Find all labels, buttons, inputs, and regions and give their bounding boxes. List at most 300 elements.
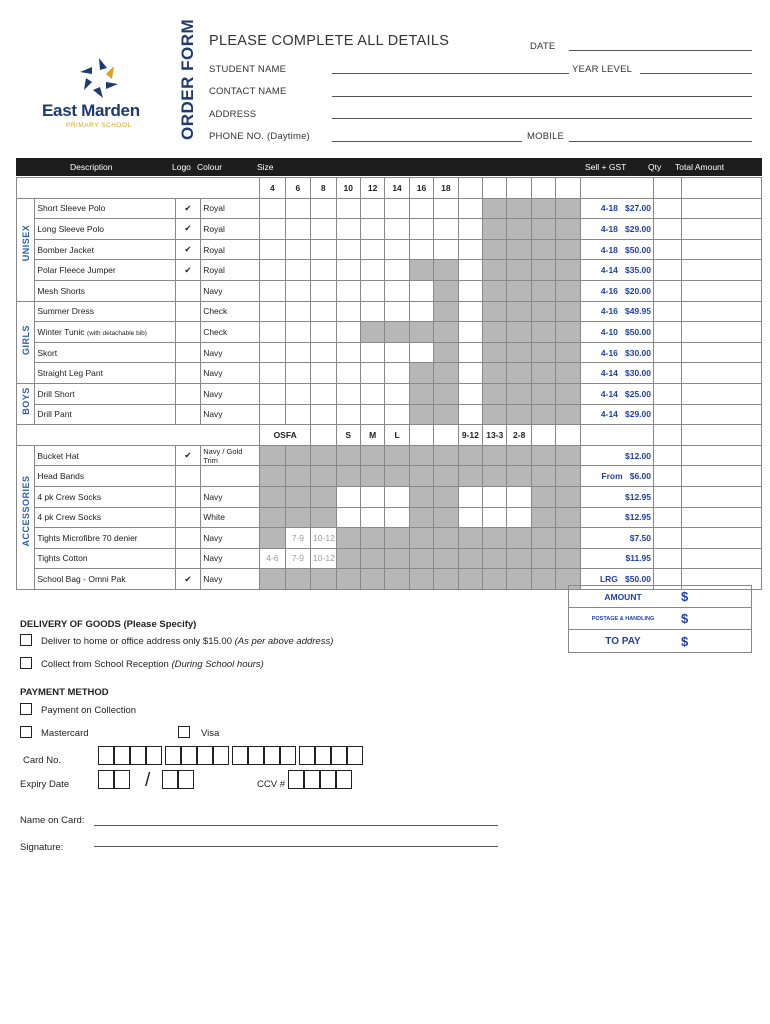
collect-checkbox[interactable]	[20, 657, 32, 669]
size-cell-unavailable	[556, 466, 580, 487]
size-cell-unavailable	[409, 507, 433, 528]
ccv-digit-box[interactable]	[336, 770, 352, 789]
blank-cell	[434, 425, 458, 446]
size-qty-cell[interactable]	[260, 198, 285, 219]
contact-name-label: CONTACT NAME	[209, 86, 287, 97]
total-cell[interactable]	[682, 404, 762, 425]
qty-cell[interactable]	[654, 363, 682, 384]
expiry-digit-box[interactable]	[178, 770, 194, 789]
total-cell[interactable]	[682, 548, 762, 569]
size-qty-cell[interactable]	[260, 322, 285, 343]
deliver-checkbox[interactable]	[20, 634, 32, 646]
mobile-field[interactable]	[569, 141, 752, 142]
size-label: 4-6	[260, 548, 285, 569]
date-label: DATE	[530, 41, 556, 52]
size-label: 10-12	[311, 528, 336, 549]
expiry-digit-box[interactable]	[114, 770, 130, 789]
card-digit-box[interactable]	[347, 746, 363, 765]
size-header: M	[360, 425, 384, 446]
size-cell-unavailable	[507, 239, 531, 260]
size-qty-cell[interactable]	[336, 363, 360, 384]
size-qty-cell[interactable]	[336, 280, 360, 301]
section-accessories: ACCESSORIES	[21, 475, 31, 547]
item-price: 4-18 $29.00	[580, 219, 653, 240]
qty-cell[interactable]	[654, 342, 682, 363]
size-cell-unavailable	[483, 404, 507, 425]
size-qty-cell[interactable]	[311, 342, 336, 363]
card-digit-box[interactable]	[114, 746, 130, 765]
item-description: Mesh Shorts	[35, 280, 175, 301]
total-cell[interactable]	[682, 342, 762, 363]
size-qty-cell[interactable]	[311, 280, 336, 301]
size-cell-unavailable	[531, 548, 555, 569]
size-cell-unavailable	[434, 466, 458, 487]
size-qty-cell[interactable]	[385, 260, 409, 281]
phone-field[interactable]	[332, 141, 522, 142]
total-cell[interactable]	[682, 301, 762, 322]
table-row	[17, 548, 762, 569]
size-qty-cell[interactable]	[360, 363, 384, 384]
qty-cell[interactable]	[654, 219, 682, 240]
size-qty-cell[interactable]	[360, 260, 384, 281]
size-qty-cell[interactable]	[483, 486, 507, 507]
item-description: Drill Short	[35, 383, 175, 404]
size-qty-cell[interactable]	[458, 404, 482, 425]
size-cell-unavailable	[483, 260, 507, 281]
size-qty-cell[interactable]	[311, 383, 336, 404]
size-header: 16	[409, 178, 433, 199]
size-cell-unavailable	[409, 569, 433, 590]
qty-cell[interactable]	[654, 445, 682, 466]
card-digit-box[interactable]	[232, 746, 248, 765]
delivery-heading: DELIVERY OF GOODS (Please Specify)	[20, 619, 197, 630]
qty-cell[interactable]	[654, 322, 682, 343]
year-level-field[interactable]	[640, 73, 752, 74]
size-cell-unavailable	[556, 507, 580, 528]
size-qty-cell[interactable]	[311, 404, 336, 425]
size-qty-cell[interactable]	[458, 219, 482, 240]
size-cell-unavailable	[531, 445, 555, 466]
qty-cell[interactable]	[654, 528, 682, 549]
col-qty: Qty	[648, 162, 662, 172]
size-cell-unavailable	[531, 486, 555, 507]
size-cell-unavailable	[507, 445, 531, 466]
amount-label: AMOUNT	[604, 591, 642, 602]
size-qty-cell[interactable]	[409, 342, 433, 363]
size-qty-cell[interactable]	[385, 486, 409, 507]
size-qty-cell[interactable]	[507, 507, 531, 528]
total-cell[interactable]	[682, 280, 762, 301]
blank-cell	[409, 425, 433, 446]
collection-checkbox[interactable]	[20, 703, 32, 715]
ccv-digit-box[interactable]	[304, 770, 320, 789]
ccv-digit-box[interactable]	[288, 770, 304, 789]
size-cell-unavailable	[483, 239, 507, 260]
size-cell-unavailable	[507, 528, 531, 549]
size-label: 7-9	[285, 528, 310, 549]
logo-check-icon: ✔	[175, 445, 200, 466]
deliver-option: Deliver to home or office address only $15.00 (As per above address)	[41, 636, 334, 647]
size-cell-unavailable	[483, 322, 507, 343]
size-cell-unavailable	[458, 528, 482, 549]
expiry-digit-box[interactable]	[162, 770, 178, 789]
size-qty-cell[interactable]	[260, 239, 285, 260]
size-cell-unavailable	[531, 507, 555, 528]
size-cell-unavailable	[434, 322, 458, 343]
size-cell-unavailable	[556, 486, 580, 507]
size-qty-cell[interactable]	[260, 383, 285, 404]
size-cell-unavailable	[434, 528, 458, 549]
size-qty-cell[interactable]	[311, 260, 336, 281]
card-digit-box[interactable]	[181, 746, 197, 765]
size-header: 13-3	[483, 425, 507, 446]
total-cell[interactable]	[682, 322, 762, 343]
size-cell-unavailable	[556, 548, 580, 569]
size-qty-cell[interactable]	[360, 404, 384, 425]
size-cell-unavailable	[483, 528, 507, 549]
size-qty-cell[interactable]	[385, 404, 409, 425]
size-cell-unavailable	[531, 301, 555, 322]
item-price: 4-14 $29.00	[580, 404, 653, 425]
size-cell-unavailable	[483, 445, 507, 466]
qty-cell[interactable]	[654, 280, 682, 301]
item-price: $12.95	[580, 486, 653, 507]
qty-cell[interactable]	[654, 486, 682, 507]
name-on-card-field[interactable]	[94, 825, 498, 826]
qty-cell[interactable]	[654, 383, 682, 404]
logo-check-icon	[175, 404, 200, 425]
size-qty-cell[interactable]	[507, 486, 531, 507]
size-cell-unavailable	[409, 363, 433, 384]
size-cell-unavailable	[507, 342, 531, 363]
size-qty-cell[interactable]	[336, 322, 360, 343]
size-cell-unavailable	[260, 486, 285, 507]
total-cell[interactable]	[682, 445, 762, 466]
size-qty-cell[interactable]	[458, 322, 482, 343]
size-header: 9-12	[458, 425, 482, 446]
size-qty-cell[interactable]	[409, 301, 433, 322]
size-cell-unavailable	[360, 528, 384, 549]
logo-check-icon	[175, 486, 200, 507]
size-qty-cell[interactable]	[285, 280, 310, 301]
size-qty-cell[interactable]	[260, 219, 285, 240]
size-qty-cell[interactable]	[385, 239, 409, 260]
size-header: 12	[360, 178, 384, 199]
size-cell-unavailable	[531, 528, 555, 549]
size-cell-unavailable	[556, 219, 580, 240]
size-qty-cell[interactable]	[336, 486, 360, 507]
item-price: 4-14 $30.00	[580, 363, 653, 384]
address-field-1[interactable]	[332, 118, 752, 119]
size-qty-cell[interactable]	[458, 486, 482, 507]
size-qty-cell[interactable]	[311, 198, 336, 219]
size-qty-cell[interactable]	[336, 507, 360, 528]
size-qty-cell[interactable]	[458, 383, 482, 404]
size-cell-unavailable	[483, 363, 507, 384]
size-cell-unavailable	[531, 322, 555, 343]
size-cell-unavailable	[434, 383, 458, 404]
size-qty-cell[interactable]	[336, 404, 360, 425]
total-cell[interactable]	[682, 528, 762, 549]
total-cell[interactable]	[682, 363, 762, 384]
signature-field[interactable]	[94, 846, 498, 847]
size-cell-unavailable	[311, 569, 336, 590]
size-qty-cell[interactable]	[285, 363, 310, 384]
size-qty-cell[interactable]	[385, 383, 409, 404]
table-row	[17, 239, 762, 260]
contact-name-field[interactable]	[332, 96, 752, 97]
item-price: $7.50	[580, 528, 653, 549]
size-qty-cell[interactable]	[385, 198, 409, 219]
student-name-field[interactable]	[332, 73, 569, 74]
size-qty-cell[interactable]	[458, 280, 482, 301]
qty-cell[interactable]	[654, 260, 682, 281]
size-cell-unavailable	[531, 198, 555, 219]
size-header: 6	[285, 178, 310, 199]
qty-cell[interactable]	[654, 198, 682, 219]
size-cell-unavailable	[458, 466, 482, 487]
card-digit-box[interactable]	[98, 746, 114, 765]
item-description: Bomber Jacket	[35, 239, 175, 260]
size-qty-cell[interactable]	[458, 507, 482, 528]
size-qty-cell[interactable]	[311, 301, 336, 322]
size-qty-cell[interactable]	[336, 219, 360, 240]
payment-heading: PAYMENT METHOD	[20, 687, 109, 698]
item-colour: Navy	[201, 342, 260, 363]
size-qty-cell[interactable]	[285, 301, 310, 322]
size-cell-unavailable	[507, 363, 531, 384]
table-row	[17, 528, 762, 549]
card-digit-box[interactable]	[197, 746, 213, 765]
size-qty-cell[interactable]	[285, 342, 310, 363]
size-qty-cell[interactable]	[360, 301, 384, 322]
item-colour: Navy	[201, 486, 260, 507]
size-cell-unavailable	[507, 301, 531, 322]
size-qty-cell[interactable]	[336, 260, 360, 281]
table-row	[17, 219, 762, 240]
size-qty-cell[interactable]	[285, 322, 310, 343]
size-cell-unavailable	[531, 363, 555, 384]
phone-label: PHONE NO. (Daytime)	[209, 131, 310, 142]
size-qty-cell[interactable]	[360, 280, 384, 301]
postage-field[interactable]: $	[681, 611, 689, 626]
logo-check-icon	[175, 507, 200, 528]
size-qty-cell[interactable]	[360, 342, 384, 363]
size-qty-cell[interactable]	[260, 280, 285, 301]
size-qty-cell[interactable]	[285, 239, 310, 260]
size-qty-cell[interactable]	[385, 507, 409, 528]
item-description: Winter Tunic (with detachable bib)	[35, 322, 175, 343]
signature-label: Signature:	[20, 842, 64, 853]
size-qty-cell[interactable]	[311, 363, 336, 384]
size-cell-unavailable	[556, 198, 580, 219]
card-digit-box[interactable]	[248, 746, 264, 765]
section-girls: GIRLS	[21, 325, 31, 356]
size-qty-cell[interactable]	[260, 363, 285, 384]
size-qty-cell[interactable]	[409, 219, 433, 240]
qty-cell[interactable]	[654, 239, 682, 260]
size-qty-cell[interactable]	[360, 198, 384, 219]
total-cell[interactable]	[682, 198, 762, 219]
blank-cell	[580, 425, 653, 446]
size-qty-cell[interactable]	[458, 301, 482, 322]
size-cell-unavailable	[409, 383, 433, 404]
logo-check-icon	[175, 322, 200, 343]
size-qty-cell[interactable]	[336, 198, 360, 219]
qty-cell[interactable]	[654, 548, 682, 569]
size-cell-unavailable	[285, 486, 310, 507]
size-qty-cell[interactable]	[458, 342, 482, 363]
total-cell[interactable]	[682, 219, 762, 240]
size-cell-unavailable	[458, 548, 482, 569]
item-price: $11.95	[580, 548, 653, 569]
size-cell-unavailable	[483, 301, 507, 322]
item-price: 4-10 $50.00	[580, 322, 653, 343]
visa-checkbox[interactable]	[178, 726, 190, 738]
size-cell-unavailable	[285, 569, 310, 590]
size-qty-cell[interactable]	[360, 486, 384, 507]
size-cell-unavailable	[385, 466, 409, 487]
size-qty-cell[interactable]	[285, 404, 310, 425]
expiry-digit-box[interactable]	[98, 770, 114, 789]
date-field[interactable]	[569, 50, 752, 51]
table-row	[17, 260, 762, 281]
card-digit-box[interactable]	[130, 746, 146, 765]
size-qty-cell[interactable]	[385, 363, 409, 384]
card-digit-box[interactable]	[264, 746, 280, 765]
card-digit-box[interactable]	[280, 746, 296, 765]
card-digit-box[interactable]	[165, 746, 181, 765]
size-cell-unavailable	[409, 322, 433, 343]
qty-cell[interactable]	[654, 301, 682, 322]
size-cell-unavailable	[531, 260, 555, 281]
size-qty-cell[interactable]	[409, 198, 433, 219]
size-cell-unavailable	[385, 445, 409, 466]
size-qty-cell[interactable]	[483, 507, 507, 528]
size-header: 4	[260, 178, 285, 199]
size-qty-cell[interactable]	[360, 219, 384, 240]
size-qty-cell[interactable]	[285, 219, 310, 240]
total-cell[interactable]	[682, 260, 762, 281]
size-qty-cell[interactable]	[458, 198, 482, 219]
size-qty-cell[interactable]	[336, 301, 360, 322]
size-header: L	[385, 425, 409, 446]
amount-field[interactable]: $	[681, 589, 689, 604]
size-cell-unavailable	[336, 445, 360, 466]
size-qty-cell[interactable]	[311, 322, 336, 343]
size-qty-cell[interactable]	[360, 507, 384, 528]
item-colour	[201, 466, 260, 487]
item-colour: Navy	[201, 528, 260, 549]
size-qty-cell[interactable]	[336, 383, 360, 404]
size-qty-cell[interactable]	[336, 239, 360, 260]
size-cell-unavailable	[458, 445, 482, 466]
logo-check-icon	[175, 528, 200, 549]
size-qty-cell[interactable]	[458, 363, 482, 384]
size-qty-cell[interactable]	[285, 260, 310, 281]
ccv-digit-box[interactable]	[320, 770, 336, 789]
item-description: Long Sleeve Polo	[35, 219, 175, 240]
size-cell-unavailable	[336, 528, 360, 549]
size-qty-cell[interactable]	[434, 198, 458, 219]
size-qty-cell[interactable]	[385, 219, 409, 240]
total-cell[interactable]	[682, 466, 762, 487]
name-on-card-label: Name on Card:	[20, 815, 85, 826]
table-row	[17, 322, 762, 343]
size-cell-unavailable	[483, 548, 507, 569]
size-qty-cell[interactable]	[409, 239, 433, 260]
size-qty-cell[interactable]	[385, 301, 409, 322]
table-row	[17, 198, 762, 219]
item-colour: Navy	[201, 569, 260, 590]
size-qty-cell[interactable]	[260, 404, 285, 425]
item-colour: Navy	[201, 383, 260, 404]
size-qty-cell[interactable]	[458, 239, 482, 260]
card-digit-box[interactable]	[146, 746, 162, 765]
size-qty-cell[interactable]	[311, 239, 336, 260]
logo-check-icon	[175, 548, 200, 569]
card-digit-box[interactable]	[299, 746, 315, 765]
size-cell-unavailable	[556, 363, 580, 384]
card-digit-box[interactable]	[213, 746, 229, 765]
size-qty-cell[interactable]	[260, 260, 285, 281]
item-colour: Navy	[201, 548, 260, 569]
qty-cell[interactable]	[654, 507, 682, 528]
size-header: 2-8	[507, 425, 531, 446]
total-cell[interactable]	[682, 507, 762, 528]
size-qty-cell[interactable]	[285, 383, 310, 404]
size-cell-unavailable	[360, 548, 384, 569]
total-cell[interactable]	[682, 239, 762, 260]
size-qty-cell[interactable]	[458, 260, 482, 281]
total-cell[interactable]	[682, 383, 762, 404]
item-description: Straight Leg Pant	[35, 363, 175, 384]
item-colour: Navy	[201, 363, 260, 384]
expiry-slash: /	[145, 770, 151, 791]
qty-cell[interactable]	[654, 404, 682, 425]
size-header: OSFA	[260, 425, 311, 446]
size-cell-unavailable	[507, 548, 531, 569]
logo-check-icon	[175, 342, 200, 363]
size-qty-cell[interactable]	[434, 239, 458, 260]
size-qty-cell[interactable]	[285, 198, 310, 219]
qty-cell[interactable]	[654, 466, 682, 487]
size-qty-cell[interactable]	[360, 383, 384, 404]
card-digit-box[interactable]	[331, 746, 347, 765]
table-row	[17, 301, 762, 322]
card-digit-box[interactable]	[315, 746, 331, 765]
to-pay-field[interactable]: $	[681, 633, 689, 649]
blank-cell	[17, 425, 260, 446]
size-qty-cell[interactable]	[409, 280, 433, 301]
size-qty-cell[interactable]	[434, 219, 458, 240]
item-colour: Check	[201, 322, 260, 343]
mastercard-checkbox[interactable]	[20, 726, 32, 738]
size-cell-unavailable[interactable]	[260, 528, 285, 549]
size-qty-cell[interactable]	[336, 342, 360, 363]
total-cell[interactable]	[682, 486, 762, 507]
logo-check-icon: ✔	[175, 198, 200, 219]
size-cell-unavailable	[483, 219, 507, 240]
table-row	[17, 280, 762, 301]
size-qty-cell[interactable]	[260, 342, 285, 363]
size-qty-cell[interactable]	[311, 219, 336, 240]
size-cell-unavailable	[434, 363, 458, 384]
size-qty-cell[interactable]	[385, 280, 409, 301]
size-qty-cell[interactable]	[360, 239, 384, 260]
size-qty-cell[interactable]	[385, 342, 409, 363]
size-qty-cell[interactable]	[260, 301, 285, 322]
